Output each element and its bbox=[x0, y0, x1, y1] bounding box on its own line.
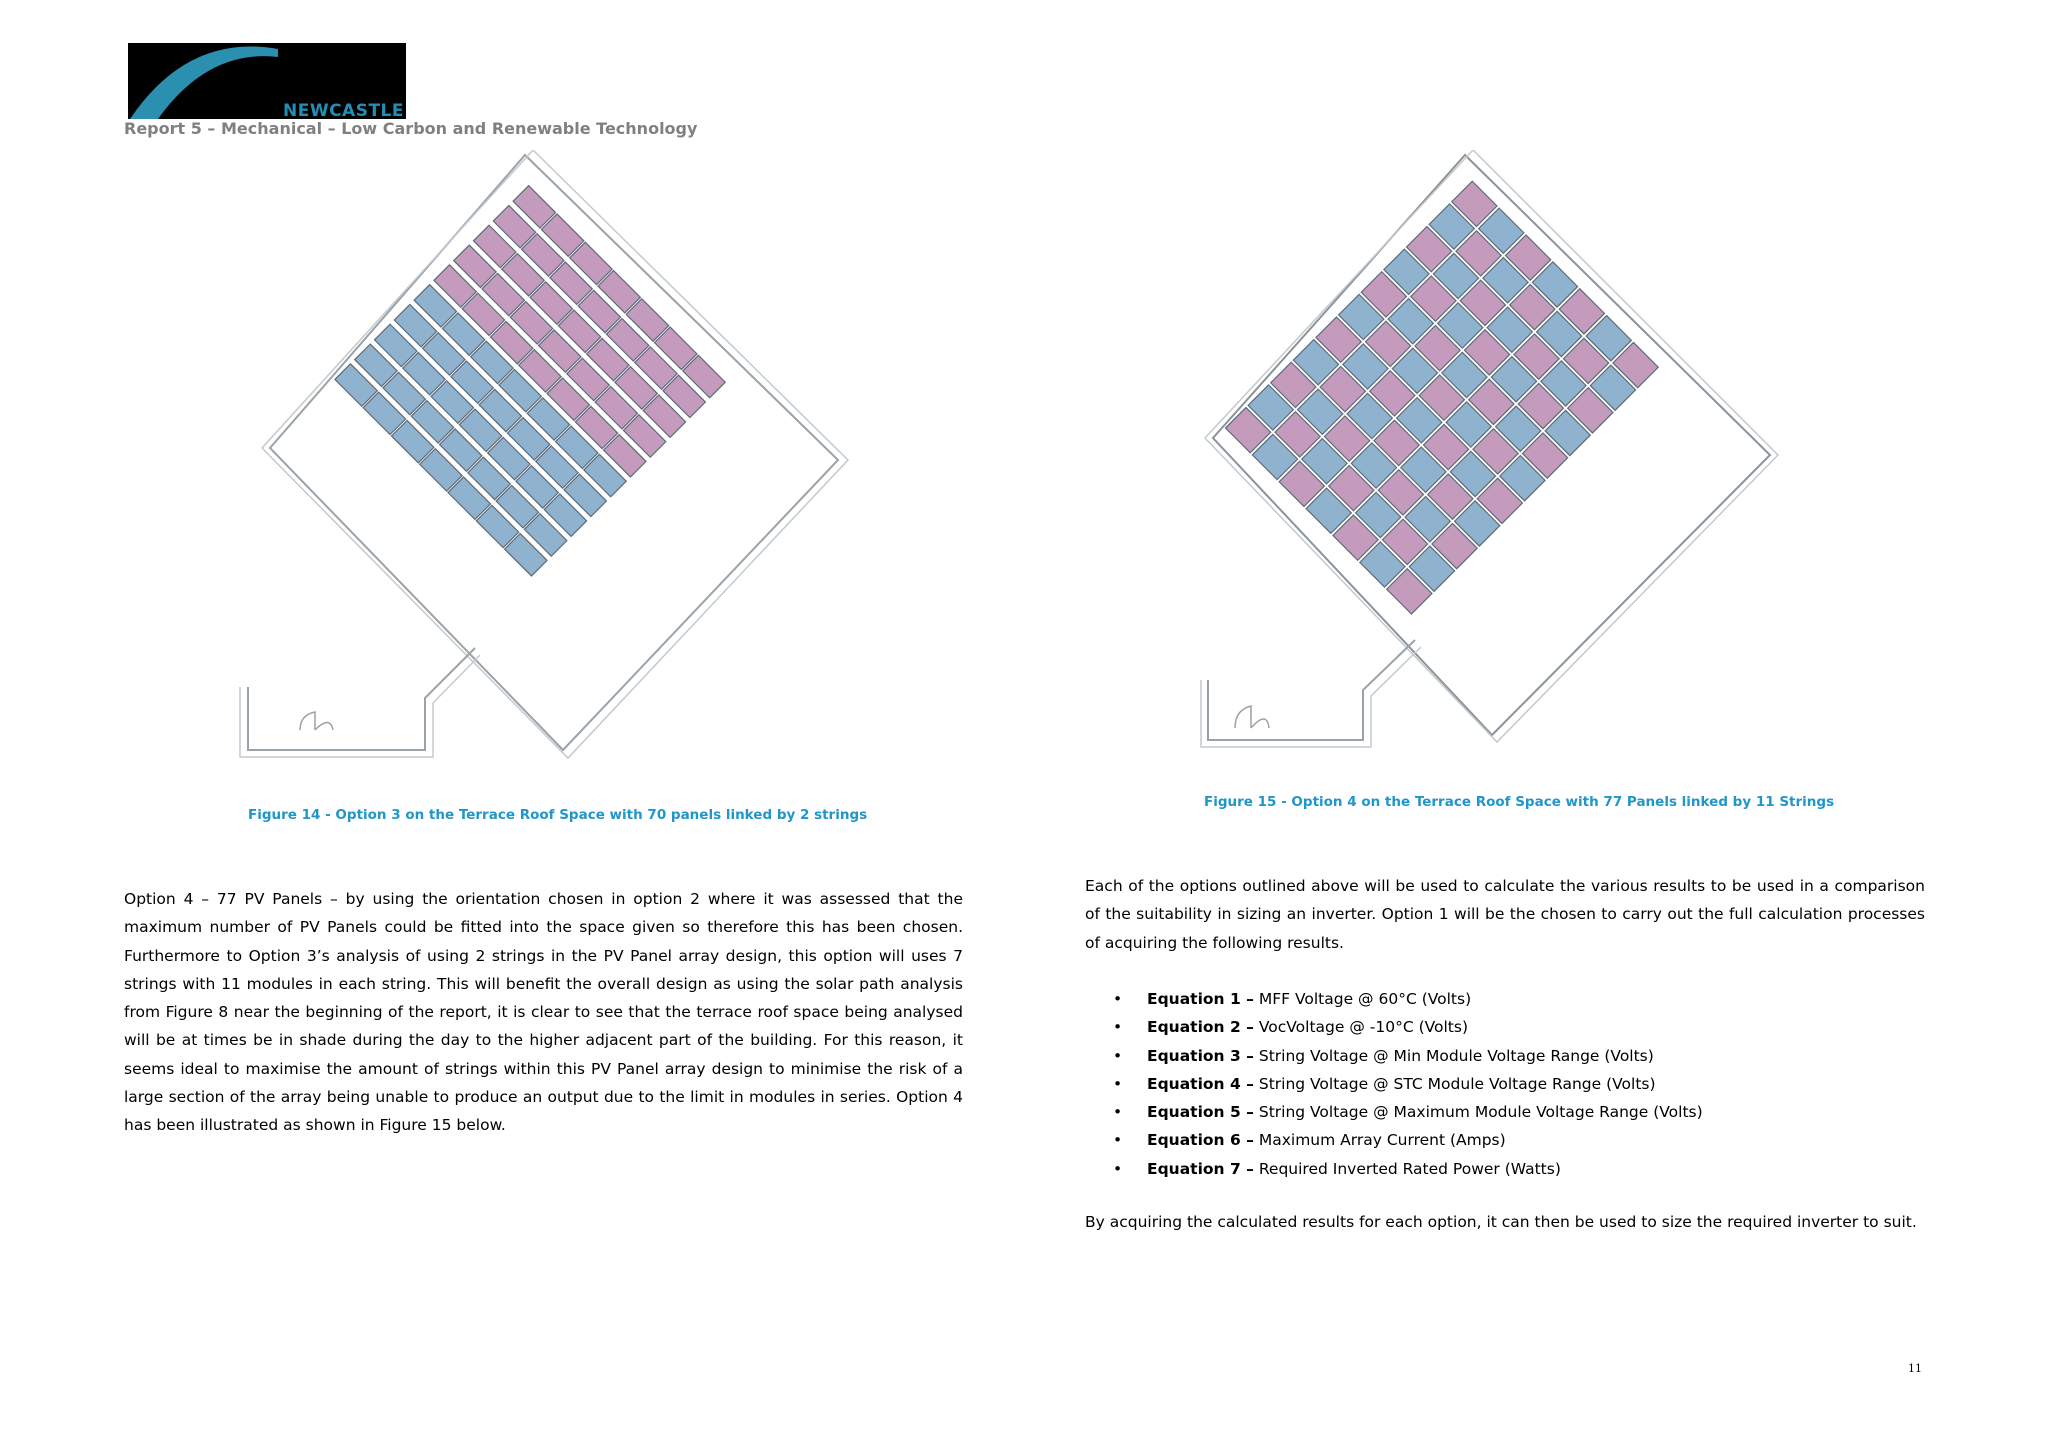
equation-text: String Voltage @ STC Module Voltage Range (Volts) bbox=[1253, 1074, 1656, 1093]
equation-text: Required Inverted Rated Power (Watts) bbox=[1253, 1159, 1561, 1178]
report-title: Report 5 – Mechanical – Low Carbon and Renewable Technology bbox=[124, 119, 698, 138]
equation-label: Equation 3 – bbox=[1147, 1046, 1254, 1065]
equation-item-2 bbox=[1113, 1013, 1703, 1041]
equation-label: Equation 4 – bbox=[1147, 1074, 1254, 1093]
equation-item-4 bbox=[1113, 1070, 1703, 1098]
equation-item-6 bbox=[1113, 1126, 1703, 1154]
equation-label: Equation 1 – bbox=[1147, 990, 1254, 1008]
equation-text: MFF Voltage @ 60°C (Volts) bbox=[1253, 990, 1472, 1008]
equation-text: String Voltage @ Min Module Voltage Range (Volts) bbox=[1253, 1046, 1654, 1065]
equation-list bbox=[1113, 985, 1703, 1183]
logo-text: NEWCASTLE bbox=[282, 101, 404, 119]
equation-text: Maximum Array Current (Amps) bbox=[1253, 1131, 1506, 1150]
equation-label: Equation 7 – bbox=[1147, 1159, 1254, 1178]
equation-item-7 bbox=[1113, 1155, 1703, 1183]
left-paragraph: Option 4 – 77 PV Panels – by using the orientation chosen in option 2 where it was assessed that the maximum number of PV Panels could be fitted into the space given so therefore this has been chosen. Furthermore to Option 3’s analysis of using 2 strings in the PV Panel array design, this option will uses 7 strings with 11 modules in each string. This will benefit the overall design as using the solar path analysis from Figure 8 near the beginning of the report, it is clear to see that the terrace roof space being analysed will be at times be in shade during the day to the higher adjacent part of the building. For this reason, it seems ideal to maximise the amount of strings within this PV Panel array design to minimise the risk of a large section of the array being unable to produce an output due to the limit in modules in series. Option 4 has been illustrated as shown in Figure 15 below. bbox=[124, 890, 963, 1135]
page-number: 11 bbox=[1908, 1362, 1922, 1375]
newcastle-logo bbox=[128, 43, 406, 119]
figure-14-pv-array-drawing bbox=[230, 150, 870, 770]
equation-label: Equation 5 – bbox=[1147, 1103, 1254, 1122]
figure-15-pv-array-drawing bbox=[1195, 150, 1785, 750]
equation-label: Equation 2 – bbox=[1147, 1018, 1254, 1037]
equation-item-1 bbox=[1113, 985, 1703, 1013]
figure-14-caption: Figure 14 - Option 3 on the Terrace Roof Space with 70 panels linked by 2 strings bbox=[248, 807, 868, 823]
equation-text: String Voltage @ Maximum Module Voltage Range (Volts) bbox=[1253, 1103, 1703, 1122]
right-paragraph: Each of the options outlined above will be used to calculate the various results to be used in a comparison of the suitability in sizing an inverter. Option 1 will be the chosen to carry out the full calculation processes of acquiring the following results. bbox=[1085, 877, 1925, 952]
equation-item-5 bbox=[1113, 1098, 1703, 1126]
figure-15-caption: Figure 15 - Option 4 on the Terrace Roof Space with 77 Panels linked by 11 Strings bbox=[1204, 794, 1835, 810]
equation-label: Equation 6 – bbox=[1147, 1131, 1254, 1150]
equation-text: VocVoltage @ -10°C (Volts) bbox=[1253, 1018, 1469, 1037]
closing-paragraph: By acquiring the calculated results for each option, it can then be used to size the required inverter to suit. bbox=[1085, 1213, 1917, 1231]
equation-item-3 bbox=[1113, 1042, 1703, 1070]
